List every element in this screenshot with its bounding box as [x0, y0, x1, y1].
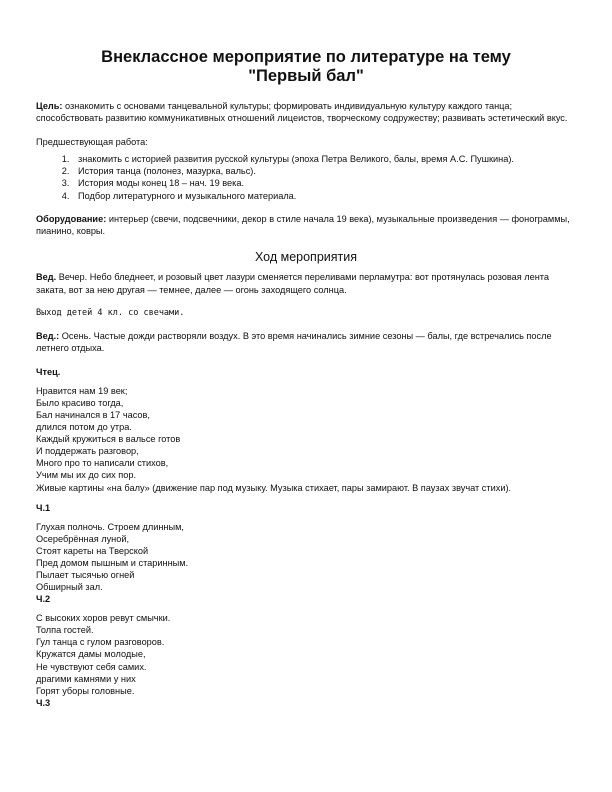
document-title: [36, 48, 576, 86]
prep-item: 3. История моды конец 18 – нач. 19 века.: [72, 177, 576, 189]
intro-text-1: Вечер. Небо бледнеет, и розовый цвет лазури сменяется переливами перламутра: вот протянулась розовая лента заката, вот за нею другая — темнее, далее — огонь заходящего солнца.: [36, 272, 549, 295]
poem-line: Было красиво тогда,: [36, 397, 124, 408]
prep-heading: Предшествующая работа:: [36, 136, 148, 147]
poem-line: Много про то написали стихов,: [36, 458, 169, 469]
poem-line: Гул танца с гулом разговоров.: [36, 637, 165, 648]
poem-line: длился потом до утра.: [36, 422, 132, 433]
poem-line: И поддержать разговор,: [36, 446, 139, 457]
reader-label: Чтец.: [36, 366, 61, 377]
prep-item: 2. История танца (полонез, мазурка, вальс).: [72, 165, 576, 177]
title-line-1: Внеклассное мероприятие по литературе на тему: [101, 48, 511, 66]
ch2-poem: [36, 612, 576, 697]
equipment-paragraph: [36, 213, 576, 238]
poem-line: драгими камнями у них: [36, 673, 136, 684]
poem-line: Бал начинался в 17 часов,: [36, 409, 150, 420]
intro-paragraph-2: [36, 330, 576, 355]
goal-label: Цель:: [36, 101, 63, 111]
section-title: Ход мероприятия: [254, 250, 358, 265]
prep-item: 4. Подбор литературного и музыкального материала.: [72, 190, 576, 202]
speaker-label-ch1: Ч.1: [36, 502, 51, 513]
poem-line: Не чувствуют себя самих.: [36, 661, 147, 672]
speaker-label-ch2: Ч.2: [36, 594, 51, 605]
stage-direction: Выход детей 4 кл. со свечами.: [36, 307, 185, 318]
poem-line: Кружатся дамы молодые,: [36, 649, 146, 660]
poem-line: С высоких хоров ревут смычки.: [36, 613, 171, 624]
poem-line: Живые картины «на балу» (движение пар под музыку. Музыка стихает, пары замирают. В паузах звучат стихи).: [36, 482, 512, 493]
poem-line: Глухая полночь. Строем длинным,: [36, 521, 184, 532]
host-label: Вед.:: [36, 331, 60, 342]
reader-poem: [36, 385, 576, 494]
goal-paragraph: [36, 100, 576, 125]
equipment-text: интерьер (свечи, подсвечники, декор в стиле начала 19 века), музыкальные произведения — фонограммы, пианино, ковры.: [36, 213, 570, 236]
title-line-2: "Первый бал": [248, 67, 364, 85]
prep-item: 1. знакомить с историей развития русской культуры (эпоха Петра Великого, балы, время А.С. Пушкина).: [72, 153, 576, 165]
poem-line: Пред домом пышным и старинным.: [36, 557, 189, 568]
poem-line: Учим мы их до сих пор.: [36, 470, 137, 481]
poem-line: Пылает тысячью огней: [36, 570, 135, 580]
poem-line: Нравится нам 19 век;: [36, 385, 128, 396]
goal-text: ознакомить с основами танцевальной культуры; формировать индивидуальную культуру каждого танца; способствовать развитию коммуникативных отношений лицеистов, творческому содружеству; развивать эстетический вкус.: [36, 101, 568, 124]
poem-line: Обширный зал.: [36, 582, 103, 593]
host-label: Вед.: [36, 272, 57, 283]
poem-line: Каждый кружиться в вальсе готов: [36, 434, 181, 445]
ch1-poem: [36, 521, 576, 594]
poem-line: Стоят кареты на Тверской: [36, 545, 149, 556]
intro-text-2: Осень. Частые дожди растворяли воздух. В это время начинались зимние сезоны — балы, где встречались после летнего отдыха.: [36, 331, 552, 354]
equipment-label: Оборудование:: [36, 213, 107, 224]
speaker-label-ch3: Ч.3: [36, 697, 51, 708]
intro-paragraph-1: [36, 271, 576, 296]
poem-line: Горят уборы головные.: [36, 685, 135, 696]
prep-list: [36, 153, 576, 202]
poem-line: Толпа гостей.: [36, 625, 94, 636]
poem-line: Осеребрённая луной,: [36, 533, 130, 544]
